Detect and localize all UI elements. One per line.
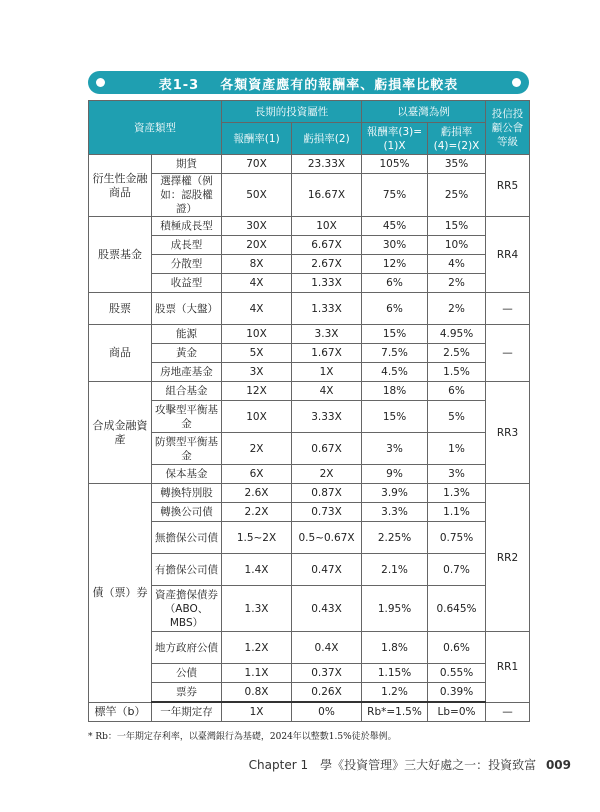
tw-loss-cell: 2.5% [428,344,486,363]
table-row [89,632,530,664]
tw-loss-cell: 1.5% [428,363,486,382]
loss-cell: 0.43X [292,586,362,632]
category-cell: 債（票）券 [89,484,152,703]
asset-name-cell: 公債 [152,664,222,683]
tw-loss-cell: 0.55% [428,664,486,683]
tw-return-cell: 105% [362,155,428,174]
tw-loss-cell: 1.3% [428,484,486,503]
tw-return-cell: 9% [362,465,428,484]
asset-name-cell: 有擔保公司債 [152,554,222,586]
return-cell: 70X [222,155,292,174]
table-row [89,503,530,522]
return-cell: 4X [222,293,292,325]
category-cell: 商品 [89,325,152,382]
loss-cell: 1.33X [292,293,362,325]
tw-return-cell: 75% [362,174,428,217]
table-row [89,344,530,363]
tw-loss-cell: 3% [428,465,486,484]
loss-cell: 2X [292,465,362,484]
asset-name-cell: 攻擊型平衡基金 [152,401,222,433]
loss-cell: 23.33X [292,155,362,174]
table-row [89,155,530,174]
asset-name-cell: 成長型 [152,236,222,255]
tw-loss-cell: 4% [428,255,486,274]
return-cell: 1.1X [222,664,292,683]
table-number: 表1-3 [158,78,200,93]
rating-cell: RR4 [486,217,530,293]
header-col2: 虧損率(2) [292,123,362,155]
return-cell: 50X [222,174,292,217]
asset-name-cell: 房地產基金 [152,363,222,382]
return-cell: 30X [222,217,292,236]
table-row [89,274,530,293]
tw-return-cell: 6% [362,293,428,325]
table-row [89,586,530,632]
table-title-bar [88,71,529,94]
loss-cell: 0% [292,702,362,722]
asset-name-cell: 組合基金 [152,382,222,401]
tw-return-cell: 1.95% [362,586,428,632]
return-cell: 4X [222,274,292,293]
tw-return-cell: 30% [362,236,428,255]
asset-name-cell: 保本基金 [152,465,222,484]
tw-return-cell: 3.3% [362,503,428,522]
loss-cell: 3.3X [292,325,362,344]
asset-name-cell: 轉換公司債 [152,503,222,522]
loss-cell: 0.73X [292,503,362,522]
return-cell: 10X [222,401,292,433]
tw-return-cell: 2.25% [362,522,428,554]
tw-return-cell: 4.5% [362,363,428,382]
asset-comparison-table [88,100,530,722]
tw-return-cell: 12% [362,255,428,274]
tw-return-cell: 3.9% [362,484,428,503]
header-asset-type: 資產類型 [89,101,222,155]
tw-loss-cell: 0.6% [428,632,486,664]
tw-loss-cell: Lb=0% [428,702,486,722]
return-cell: 1.2X [222,632,292,664]
tw-return-cell: 1.2% [362,683,428,703]
asset-name-cell: 無擔保公司債 [152,522,222,554]
table-row [89,465,530,484]
tw-loss-cell: 2% [428,274,486,293]
tw-loss-cell: 2% [428,293,486,325]
asset-name-cell: 資產擔保債券（ABO、MBS） [152,586,222,632]
asset-name-cell: 地方政府公債 [152,632,222,664]
table-row [89,522,530,554]
loss-cell: 3.33X [292,401,362,433]
tw-return-cell: 6% [362,274,428,293]
tw-return-cell: 1.15% [362,664,428,683]
table-title [88,74,529,93]
tw-loss-cell: 1% [428,433,486,465]
tw-loss-cell: 0.75% [428,522,486,554]
loss-cell: 10X [292,217,362,236]
asset-name-cell: 選擇權（例如：認股權證） [152,174,222,217]
asset-name-cell: 能源 [152,325,222,344]
tw-loss-cell: 5% [428,401,486,433]
asset-name-cell: 期貨 [152,155,222,174]
loss-cell: 1X [292,363,362,382]
tw-loss-cell: 6% [428,382,486,401]
return-cell: 1.3X [222,586,292,632]
return-cell: 1.5~2X [222,522,292,554]
category-cell: 衍生性金融商品 [89,155,152,217]
loss-cell: 4X [292,382,362,401]
tw-return-cell: 1.8% [362,632,428,664]
rating-cell: RR1 [486,632,530,703]
loss-cell: 2.67X [292,255,362,274]
loss-cell: 6.67X [292,236,362,255]
loss-cell: 0.26X [292,683,362,703]
table-row [89,401,530,433]
return-cell: 20X [222,236,292,255]
table-row [89,433,530,465]
category-cell: 股票基金 [89,217,152,293]
asset-name-cell: 股票（大盤） [152,293,222,325]
return-cell: 2X [222,433,292,465]
tw-return-cell: 45% [362,217,428,236]
table-row [89,664,530,683]
tw-return-cell: 18% [362,382,428,401]
loss-cell: 0.4X [292,632,362,664]
right-dot-icon [512,78,521,87]
table-row [89,217,530,236]
return-cell: 10X [222,325,292,344]
tw-return-cell: 3% [362,433,428,465]
loss-cell: 0.5~0.67X [292,522,362,554]
asset-name-cell: 轉換特別股 [152,484,222,503]
table-row [89,293,530,325]
table-row [89,683,530,703]
tw-return-cell: 15% [362,401,428,433]
tw-loss-cell: 0.39% [428,683,486,703]
page-number: 009 [545,758,571,772]
table-row [89,382,530,401]
tw-loss-cell: 15% [428,217,486,236]
tw-return-cell: 2.1% [362,554,428,586]
table-row [89,325,530,344]
return-cell: 6X [222,465,292,484]
tw-return-cell: 7.5% [362,344,428,363]
loss-cell: 0.37X [292,664,362,683]
asset-name-cell: 一年期定存 [152,702,222,722]
tw-return-cell: Rb*=1.5% [362,702,428,722]
tw-loss-cell: 0.7% [428,554,486,586]
tw-loss-cell: 35% [428,155,486,174]
return-cell: 2.2X [222,503,292,522]
loss-cell: 0.47X [292,554,362,586]
page-footer [249,756,571,773]
table-row [89,255,530,274]
return-cell: 8X [222,255,292,274]
table-row [89,363,530,382]
table-row [89,236,530,255]
return-cell: 1.4X [222,554,292,586]
asset-name-cell: 黃金 [152,344,222,363]
tw-loss-cell: 4.95% [428,325,486,344]
table-row [89,554,530,586]
rating-cell: — [486,325,530,382]
loss-cell: 0.87X [292,484,362,503]
return-cell: 0.8X [222,683,292,703]
return-cell: 2.6X [222,484,292,503]
table-title-text: 各類資產應有的報酬率、虧損率比較表 [220,78,459,93]
table-row [89,174,530,217]
tw-return-cell: 15% [362,325,428,344]
asset-name-cell: 票券 [152,683,222,703]
rating-cell: — [486,702,530,722]
header-long-term: 長期的投資屬性 [222,101,362,123]
category-cell: 合成金融資產 [89,382,152,484]
loss-cell: 1.67X [292,344,362,363]
loss-cell: 0.67X [292,433,362,465]
tw-loss-cell: 0.645% [428,586,486,632]
table-row [89,702,530,722]
return-cell: 1X [222,702,292,722]
asset-name-cell: 收益型 [152,274,222,293]
header-rating: 投信投顧公會等級 [486,101,530,155]
asset-name-cell: 防禦型平衡基金 [152,433,222,465]
asset-name-cell: 積極成長型 [152,217,222,236]
header-taiwan-example: 以臺灣為例 [362,101,486,123]
chapter-title: Chapter 1 學《投資管理》三大好處之一：投資致富 [248,758,537,772]
header-col3: 報酬率(3)=(1)X [362,123,428,155]
tw-loss-cell: 25% [428,174,486,217]
category-cell: 標竿（b） [89,702,152,722]
table-row [89,484,530,503]
return-cell: 12X [222,382,292,401]
tw-loss-cell: 1.1% [428,503,486,522]
tw-loss-cell: 10% [428,236,486,255]
header-col1: 報酬率(1) [222,123,292,155]
return-cell: 3X [222,363,292,382]
rating-cell: RR5 [486,155,530,217]
rating-cell: RR2 [486,484,530,632]
loss-cell: 1.33X [292,274,362,293]
loss-cell: 16.67X [292,174,362,217]
rating-cell: — [486,293,530,325]
footnote: * Rb：一年期定存利率，以臺灣銀行為基礎，2024年以整數1.5%徒於舉例。 [88,732,397,742]
return-cell: 5X [222,344,292,363]
header-col4: 虧損率(4)=(2)X [428,123,486,155]
category-cell: 股票 [89,293,152,325]
rating-cell: RR3 [486,382,530,484]
asset-name-cell: 分散型 [152,255,222,274]
